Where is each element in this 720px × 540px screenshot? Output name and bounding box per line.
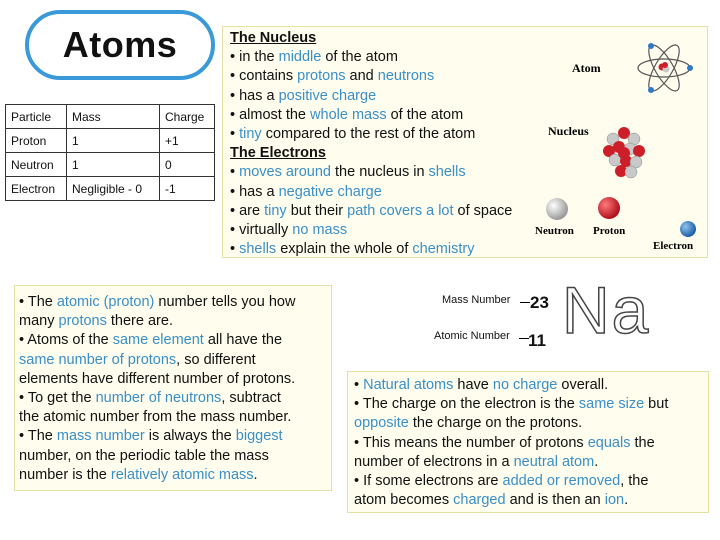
electron-bullet (230, 221, 550, 240)
text-segment: is always the (144, 428, 236, 445)
element-symbol: Na (562, 273, 651, 347)
text-line (354, 434, 708, 453)
highlight-text: equals (587, 434, 631, 451)
atom-icon (638, 41, 693, 95)
atomic-number-panel (14, 285, 332, 491)
mass-number: 23 (530, 293, 549, 312)
text-segment: number tells you how (154, 294, 296, 310)
highlight-text: positive charge (278, 87, 377, 104)
text-segment: atom becomes (354, 492, 454, 509)
highlight-text: neutrons (377, 68, 435, 85)
highlight-text: negative charge (278, 183, 382, 200)
text-segment: the (630, 434, 655, 451)
text-line (354, 491, 708, 510)
highlight-text: mass number (56, 428, 145, 445)
text-segment: number is the (19, 466, 111, 483)
highlight-text: middle (278, 49, 322, 66)
table-header-row (6, 105, 215, 129)
table-header-cell: Charge (160, 105, 215, 129)
proton-sphere (598, 197, 620, 219)
text-segment: the charge on the protons. (408, 415, 583, 432)
nucleus-cluster (603, 127, 645, 178)
highlight-text: number of neutrons (95, 390, 222, 407)
text-segment: explain the whole of (276, 241, 413, 258)
text-line (354, 395, 708, 414)
table-row (6, 129, 215, 153)
electron-bullet (230, 202, 550, 221)
text-segment: • has a (230, 183, 279, 200)
highlight-text: charged (453, 492, 506, 509)
table-cell: 1 (67, 129, 160, 153)
text-segment: • (230, 126, 240, 143)
text-segment: • contains (230, 68, 298, 85)
table-cell: +1 (160, 129, 215, 153)
text-segment: • has a (230, 87, 279, 104)
text-segment: • (230, 164, 240, 181)
text-segment: overall. (557, 377, 609, 393)
element-symbol-diagram (420, 270, 650, 360)
text-segment: elements have different number of protons. (19, 370, 296, 387)
text-segment: compared to the rest of the atom (261, 126, 476, 143)
table-cell: 0 (160, 153, 215, 177)
highlight-text: same number of protons (19, 351, 177, 368)
text-segment: of space (453, 202, 513, 219)
text-segment: of the atom (386, 106, 464, 123)
table-header-cell: Particle (6, 105, 67, 129)
electron-sphere (680, 221, 696, 237)
text-line (19, 293, 331, 312)
text-segment: number, on the periodic table the mass (19, 447, 269, 464)
text-line (19, 312, 331, 331)
text-line (19, 331, 331, 350)
text-segment: and (345, 68, 378, 85)
atom-label: Atom (572, 61, 601, 75)
text-segment: have (453, 377, 493, 393)
text-line (19, 370, 331, 389)
highlight-text: same element (112, 332, 204, 349)
text-line (19, 466, 331, 485)
text-segment: , subtract (221, 390, 281, 407)
mass-number-label: Mass Number (442, 294, 511, 306)
table-cell: -1 (160, 177, 215, 201)
nucleus-label: Nucleus (548, 124, 589, 138)
table-row (6, 153, 215, 177)
text-line (19, 389, 331, 408)
highlight-text: tiny (264, 202, 287, 219)
table-cell: Neutron (6, 153, 67, 177)
text-segment: number of electrons in a (354, 453, 514, 470)
highlight-text: biggest (235, 428, 283, 445)
nucleus-electrons-text (230, 29, 550, 259)
table-cell: 1 (67, 153, 160, 177)
text-segment: • The (19, 294, 57, 310)
nucleus-list (230, 48, 550, 144)
text-segment: . (594, 453, 599, 470)
text-line (354, 472, 708, 491)
electron-bullet (230, 183, 550, 202)
text-line (19, 408, 331, 427)
highlight-text: whole mass (310, 106, 387, 123)
text-line (19, 447, 331, 466)
mass-number-pointer (520, 302, 530, 303)
highlight-text: opposite (354, 415, 409, 432)
electrons-heading: The Electrons (230, 145, 326, 162)
text-segment: • Atoms of the (19, 332, 113, 349)
highlight-text: Natural atoms (363, 377, 454, 393)
text-segment: • virtually (230, 222, 293, 239)
text-segment: many (19, 313, 59, 330)
text-segment: • The (19, 428, 57, 445)
text-segment: • The charge on the electron is the (354, 396, 579, 413)
atomic-number-text (19, 293, 331, 485)
table-cell: Electron (6, 177, 67, 201)
text-segment: , so different (176, 351, 256, 368)
text-segment: all have the (203, 332, 283, 349)
highlight-text: shells (428, 164, 466, 181)
highlight-text: moves around (239, 164, 331, 181)
table-header-cell: Mass (67, 105, 160, 129)
highlight-text: path covers a lot (347, 202, 454, 219)
highlight-text: no charge (492, 377, 558, 393)
neutron-label: Neutron (535, 225, 574, 237)
text-segment: • This means the number of protons (354, 434, 588, 451)
text-segment: . (253, 466, 258, 483)
text-segment: of the atom (321, 49, 398, 66)
text-segment: but (644, 396, 669, 413)
text-line (354, 453, 708, 472)
nucleus-bullet (230, 87, 550, 106)
highlight-text: relatively atomic mass (110, 466, 254, 483)
highlight-text: ion (604, 492, 625, 509)
text-segment: • (354, 377, 364, 393)
particle-table (5, 104, 215, 201)
highlight-text: protons (58, 313, 107, 330)
text-segment: but their (286, 202, 348, 219)
text-segment: • If some electrons are (354, 473, 503, 490)
title-box (25, 10, 215, 80)
text-line (354, 414, 708, 433)
table-row (6, 177, 215, 201)
highlight-text: neutral atom (513, 453, 595, 470)
text-segment: the nucleus in (331, 164, 429, 181)
page-title: Atoms (62, 24, 178, 65)
electron-bullet (230, 163, 550, 182)
text-segment: there are. (106, 313, 173, 330)
text-segment: • To get the (19, 390, 96, 407)
highlight-text: no mass (292, 222, 348, 239)
electron-bullet (230, 240, 550, 259)
nucleus-bullet (230, 48, 550, 67)
highlight-text: added or removed (502, 473, 621, 490)
text-segment: • are (230, 202, 265, 219)
nucleus-electrons-panel (222, 26, 708, 258)
text-segment: . (624, 492, 629, 509)
highlight-text: tiny (239, 126, 262, 143)
text-line (354, 376, 708, 395)
atomic-number: 11 (528, 331, 546, 350)
highlight-text: protons (297, 68, 346, 85)
text-line (19, 427, 331, 446)
highlight-text: atomic (proton) (56, 294, 155, 310)
table-cell: Proton (6, 129, 67, 153)
text-line (19, 351, 331, 370)
charge-panel (347, 371, 709, 513)
highlight-text: chemistry (412, 241, 475, 258)
text-segment: • (230, 241, 240, 258)
charge-text (354, 376, 708, 510)
nucleus-bullet (230, 67, 550, 86)
electron-label: Electron (653, 240, 694, 252)
nucleus-heading: The Nucleus (230, 30, 317, 46)
text-segment: • in the (230, 49, 279, 66)
neutron-sphere (546, 198, 568, 220)
text-segment: • almost the (230, 106, 311, 123)
atom-diagram (523, 27, 709, 259)
text-segment: and is then an (505, 492, 605, 509)
atomic-number-label: Atomic Number (434, 330, 510, 342)
nucleus-bullet (230, 106, 550, 125)
proton-label: Proton (593, 225, 626, 237)
nucleus-bullet (230, 125, 550, 144)
highlight-text: same size (578, 396, 645, 413)
text-segment: , the (620, 473, 649, 490)
table-cell: Negligible - 0 (67, 177, 160, 201)
electrons-list (230, 163, 550, 259)
text-segment: the atomic number from the mass number. (19, 409, 292, 426)
highlight-text: shells (239, 241, 277, 258)
